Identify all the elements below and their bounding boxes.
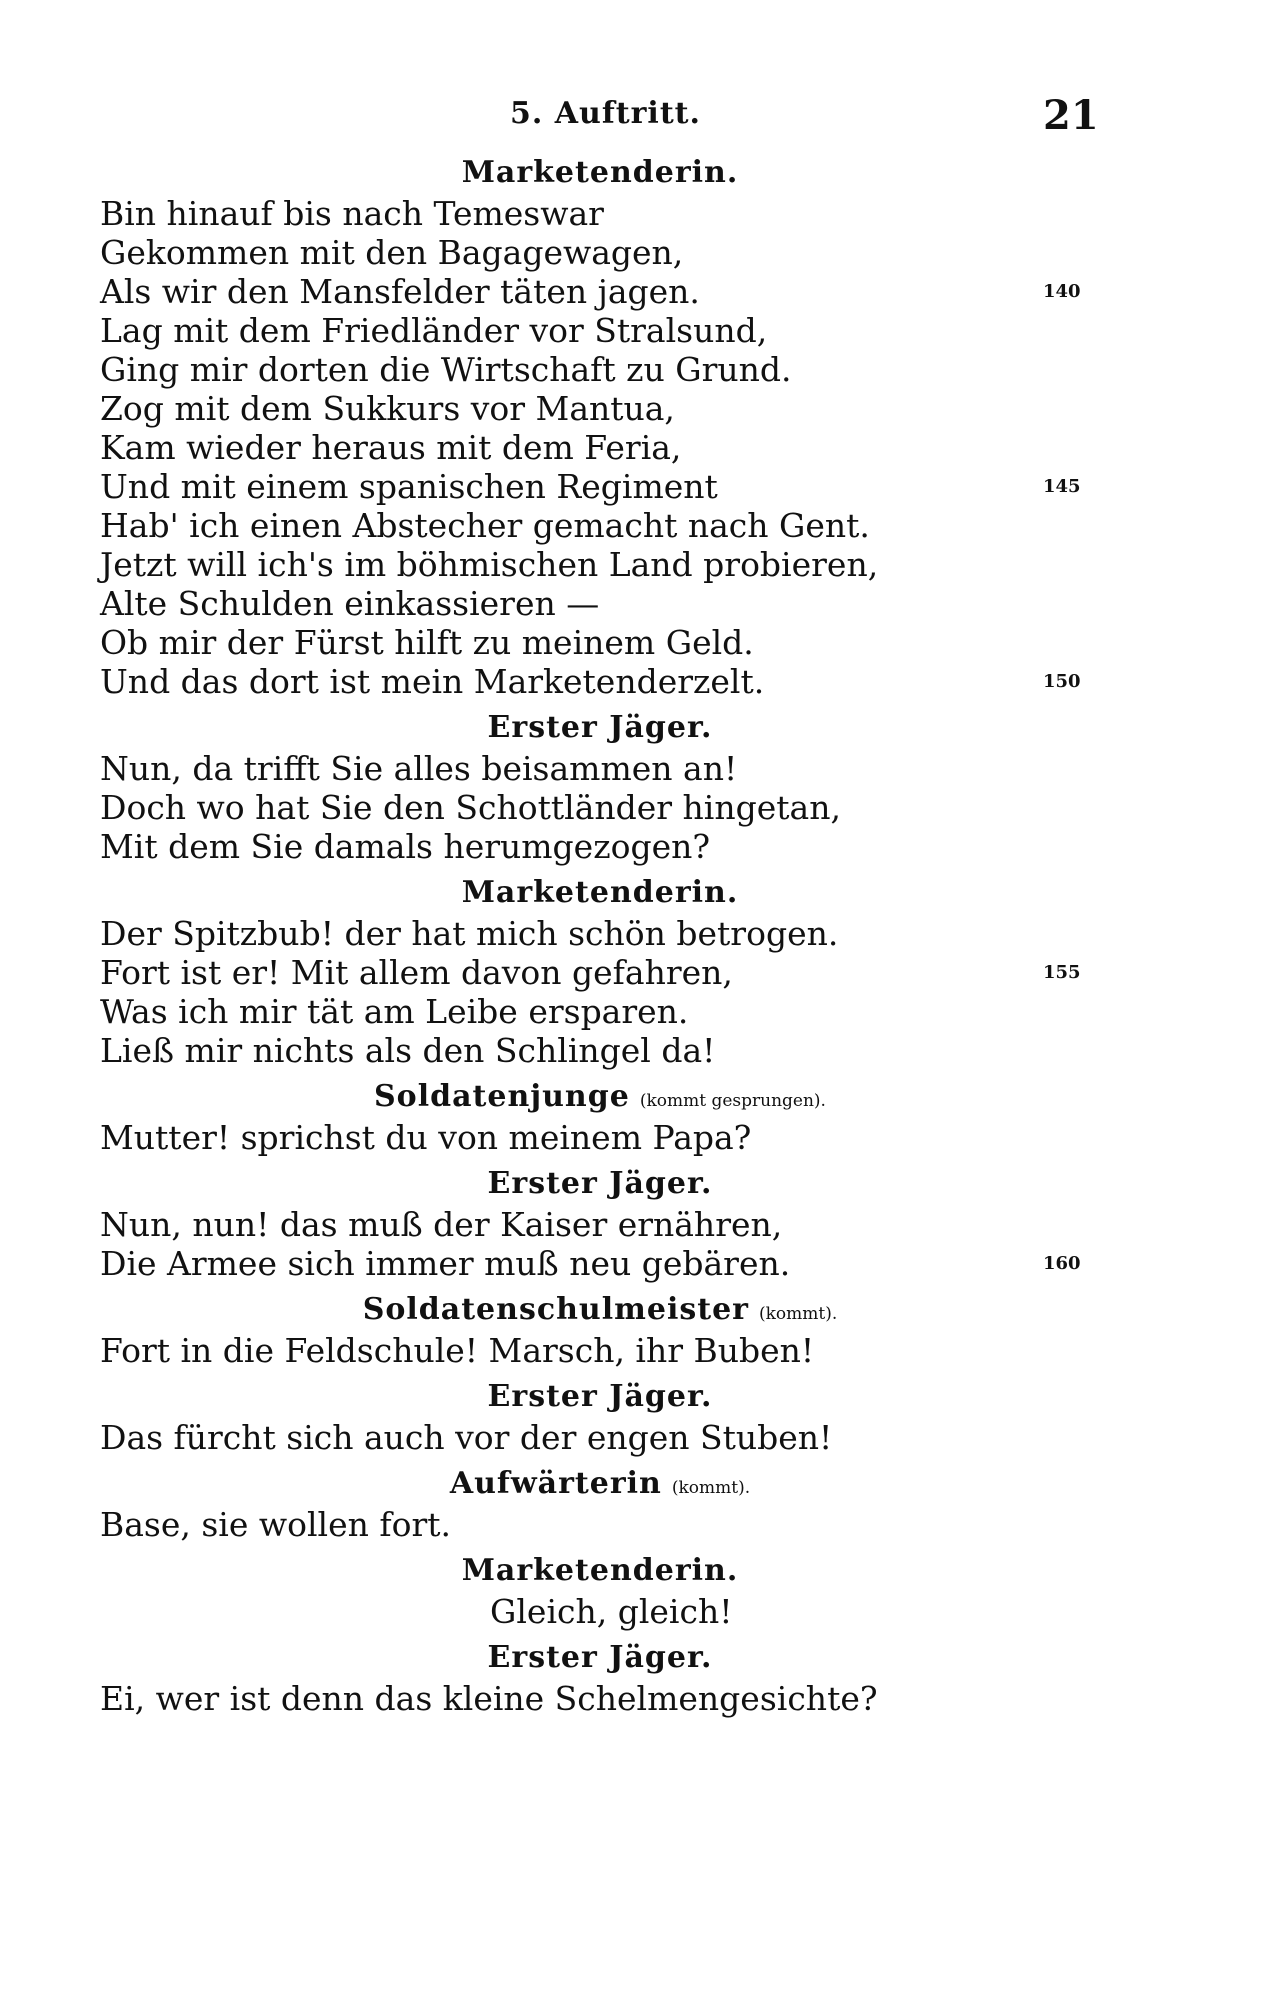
verse-line: Jetzt will ich's im böhmischen Land probieren,	[100, 545, 879, 584]
verse-line: Und mit einem spanischen Regiment 145	[100, 467, 1081, 506]
verse-line: Fort in die Feldschule! Marsch, ihr Buben!	[100, 1331, 815, 1370]
speaker-heading	[100, 707, 1100, 749]
verse-line: Ei, wer ist denn das kleine Schelmengesichte?	[100, 1679, 878, 1718]
speaker-name: Erster Jäger.	[487, 1166, 713, 1201]
line-number: 150	[1043, 671, 1081, 692]
verse-line: Kam wieder heraus mit dem Feria,	[100, 428, 682, 467]
speaker-name: Erster Jäger.	[487, 710, 713, 745]
verse-line: Ließ mir nichts als den Schlingel da!	[100, 1031, 716, 1070]
speaker-heading	[100, 1376, 1100, 1418]
speaker-heading	[100, 1550, 1100, 1592]
speaker-name: Marketenderin.	[461, 875, 739, 910]
verse-line: Das fürcht sich auch vor der engen Stuben!	[100, 1418, 833, 1457]
verse-line: Bin hinauf bis nach Temeswar	[100, 194, 604, 233]
verse-line: Doch wo hat Sie den Schottländer hingetan,	[100, 788, 841, 827]
verse-line: Der Spitzbub! der hat mich schön betrogen.	[100, 914, 839, 953]
speaker-name: Soldatenjunge	[374, 1079, 630, 1114]
verse-line: Hab' ich einen Abstecher gemacht nach Gent.	[100, 506, 870, 545]
verse-line: Fort ist er! Mit allem davon gefahren, 155	[100, 953, 1081, 992]
verse-line: Gekommen mit den Bagagewagen,	[100, 233, 684, 272]
verse-line: Mutter! sprichst du von meinem Papa?	[100, 1118, 752, 1157]
speaker-heading	[100, 1637, 1100, 1679]
verse-line: Nun, nun! das muß der Kaiser ernähren,	[100, 1205, 783, 1244]
speaker-heading	[100, 1163, 1100, 1205]
line-number: 140	[1043, 281, 1081, 302]
speaker-name: Soldatenschulmeister	[362, 1292, 749, 1327]
verse-line: Was ich mir tät am Leibe ersparen.	[100, 992, 689, 1031]
verse-line: Zog mit dem Sukkurs vor Mantua,	[100, 389, 675, 428]
page-number: 21	[1043, 92, 1099, 139]
speaker-name: Erster Jäger.	[487, 1640, 713, 1675]
speaker-heading	[100, 872, 1100, 914]
stage-direction: (kommt gesprungen).	[639, 1091, 826, 1111]
verse-line: Base, sie wollen fort.	[100, 1505, 451, 1544]
verse-line: Mit dem Sie damals herumgezogen?	[100, 827, 711, 866]
line-number: 155	[1043, 962, 1081, 983]
verse-line: Und das dort ist mein Marketenderzelt. 150	[100, 662, 1081, 701]
speaker-heading	[100, 1463, 1100, 1505]
page-header	[0, 92, 1261, 142]
verse-line: Als wir den Mansfelder täten jagen. 140	[100, 272, 1081, 311]
line-number: 145	[1043, 476, 1081, 497]
play-text	[100, 152, 1100, 1718]
verse-line: Ob mir der Fürst hilft zu meinem Geld.	[100, 623, 754, 662]
running-title: 5. Auftritt.	[510, 96, 701, 131]
verse-line: Alte Schulden einkassieren —	[100, 584, 600, 623]
verse-line: Ging mir dorten die Wirtschaft zu Grund.	[100, 350, 792, 389]
speaker-heading	[100, 1289, 1100, 1331]
speaker-name: Erster Jäger.	[487, 1379, 713, 1414]
speaker-name: Marketenderin.	[461, 155, 739, 190]
stage-direction: (kommt).	[671, 1478, 751, 1498]
verse-line: Lag mit dem Friedländer vor Stralsund,	[100, 311, 768, 350]
speaker-heading	[100, 152, 1100, 194]
stage-direction: (kommt).	[759, 1304, 838, 1324]
line-number: 160	[1043, 1253, 1081, 1274]
verse-line: Die Armee sich immer muß neu gebären. 160	[100, 1244, 1081, 1283]
verse-line: Gleich, gleich!	[490, 1592, 733, 1631]
speaker-name: Aufwärterin	[449, 1466, 662, 1501]
verse-line: Nun, da trifft Sie alles beisammen an!	[100, 749, 738, 788]
speaker-heading	[100, 1076, 1100, 1118]
speaker-name: Marketenderin.	[461, 1553, 739, 1588]
